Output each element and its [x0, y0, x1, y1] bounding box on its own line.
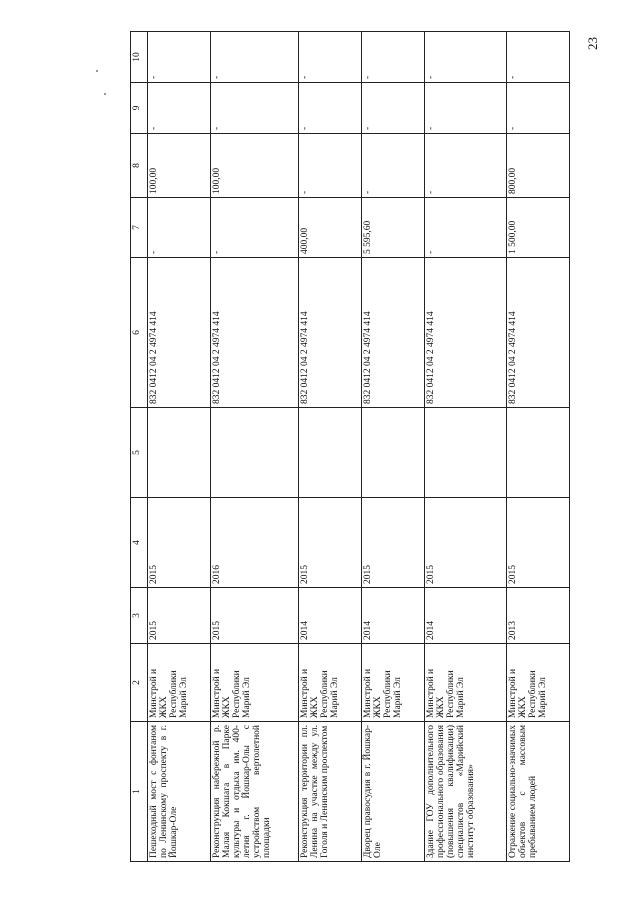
budget-table [130, 31, 570, 862]
amount-cell: - [507, 32, 570, 83]
header-cell: 1 [131, 722, 148, 862]
end-year-cell: 2016 [211, 498, 299, 588]
amount-cell: - [148, 83, 211, 134]
customer-cell: Минстрой и ЖКХ Республики Марий Эл [362, 644, 425, 722]
start-year-cell: 2015 [211, 588, 299, 644]
table-row [148, 32, 211, 862]
col5-cell [299, 408, 362, 498]
amount-cell: - [211, 32, 299, 83]
header-cell: 9 [131, 83, 148, 134]
budget-code-cell: 832 0412 04 2 4974 414 [362, 258, 425, 408]
end-year-cell: 2015 [507, 498, 570, 588]
header-row [131, 32, 148, 862]
customer-cell: Минстрой и ЖКХ Республики Марий Эл [148, 644, 211, 722]
amount-cell: - [211, 83, 299, 134]
page-number: 23 [585, 37, 600, 50]
end-year-cell: 2015 [362, 498, 425, 588]
customer-cell: Минстрой и ЖКХ Республики Марий Эл [211, 644, 299, 722]
budget-code-cell: 832 0412 04 2 4974 414 [299, 258, 362, 408]
amount-cell: - [425, 134, 507, 198]
rotated-table-wrapper [130, 32, 640, 862]
table-row [362, 32, 425, 862]
amount-cell: - [362, 32, 425, 83]
table-row [507, 32, 570, 862]
amount-cell: - [425, 32, 507, 83]
start-year-cell: 2014 [425, 588, 507, 644]
budget-code-cell: 832 0412 04 2 4974 414 [425, 258, 507, 408]
object-name-cell: Пешеходный мост с фонтаном по Ленинскому проспекту в г. Йошкар-Оле [148, 722, 211, 862]
customer-cell: Минстрой и ЖКХ Республики Марий Эл [299, 644, 362, 722]
object-name-cell: Реконструкция территории пл. Ленина на участке между ул. Гоголя и Ленинским проспектом [299, 722, 362, 862]
amount-cell: - [299, 32, 362, 83]
start-year-cell: 2014 [362, 588, 425, 644]
header-cell: 6 [131, 258, 148, 408]
col5-cell [507, 408, 570, 498]
object-name-cell: Реконструкция набережной р. Малая Кокшага в Парке культуры и отдыха им. 400-летия г. Йошкар-Олы с устройством вертолетной площадки [211, 722, 299, 862]
amount-cell: 800,00 [507, 134, 570, 198]
scan-speck [104, 93, 106, 95]
header-cell: 5 [131, 408, 148, 498]
amount-cell: - [148, 32, 211, 83]
amount-cell: - [425, 83, 507, 134]
amount-cell: - [362, 83, 425, 134]
budget-code-cell: 832 0412 04 2 4974 414 [148, 258, 211, 408]
amount-cell: 100,00 [211, 134, 299, 198]
object-name-cell: Дворец правосудия в г. Йошкар-Оле [362, 722, 425, 862]
header-cell: 3 [131, 588, 148, 644]
end-year-cell: 2015 [148, 498, 211, 588]
amount-cell: - [507, 83, 570, 134]
budget-code-cell: 832 0412 04 2 4974 414 [211, 258, 299, 408]
customer-cell: Минстрой и ЖКХ Республики Марий Эл [507, 644, 570, 722]
customer-cell: Минстрой и ЖКХ Республики Марий Эл [425, 644, 507, 722]
header-cell: 2 [131, 644, 148, 722]
budget-code-cell: 832 0412 04 2 4974 414 [507, 258, 570, 408]
object-name-cell: Здание ГОУ дополнительного профессионального образования (повышения квалификации) специалистов «Марийский институт образования» [425, 722, 507, 862]
start-year-cell: 2013 [507, 588, 570, 644]
amount-cell: - [148, 198, 211, 258]
amount-cell: - [425, 198, 507, 258]
header-cell: 4 [131, 498, 148, 588]
table-row [425, 32, 507, 862]
amount-cell: - [299, 134, 362, 198]
end-year-cell: 2015 [299, 498, 362, 588]
amount-cell: 100,00 [148, 134, 211, 198]
table-row [211, 32, 299, 862]
header-cell: 8 [131, 134, 148, 198]
amount-cell: 1 500,00 [507, 198, 570, 258]
amount-cell: - [299, 83, 362, 134]
header-cell: 10 [131, 32, 148, 83]
col5-cell [211, 408, 299, 498]
amount-cell: - [211, 198, 299, 258]
scan-speck [96, 70, 98, 72]
amount-cell: 5 595,60 [362, 198, 425, 258]
end-year-cell: 2015 [425, 498, 507, 588]
col5-cell [362, 408, 425, 498]
amount-cell: - [362, 134, 425, 198]
amount-cell: 400,00 [299, 198, 362, 258]
col5-cell [425, 408, 507, 498]
header-cell: 7 [131, 198, 148, 258]
table-row [299, 32, 362, 862]
col5-cell [148, 408, 211, 498]
start-year-cell: 2015 [148, 588, 211, 644]
object-name-cell: Отражение социально-значимых объектов с массовым пребыванием людей [507, 722, 570, 862]
start-year-cell: 2014 [299, 588, 362, 644]
